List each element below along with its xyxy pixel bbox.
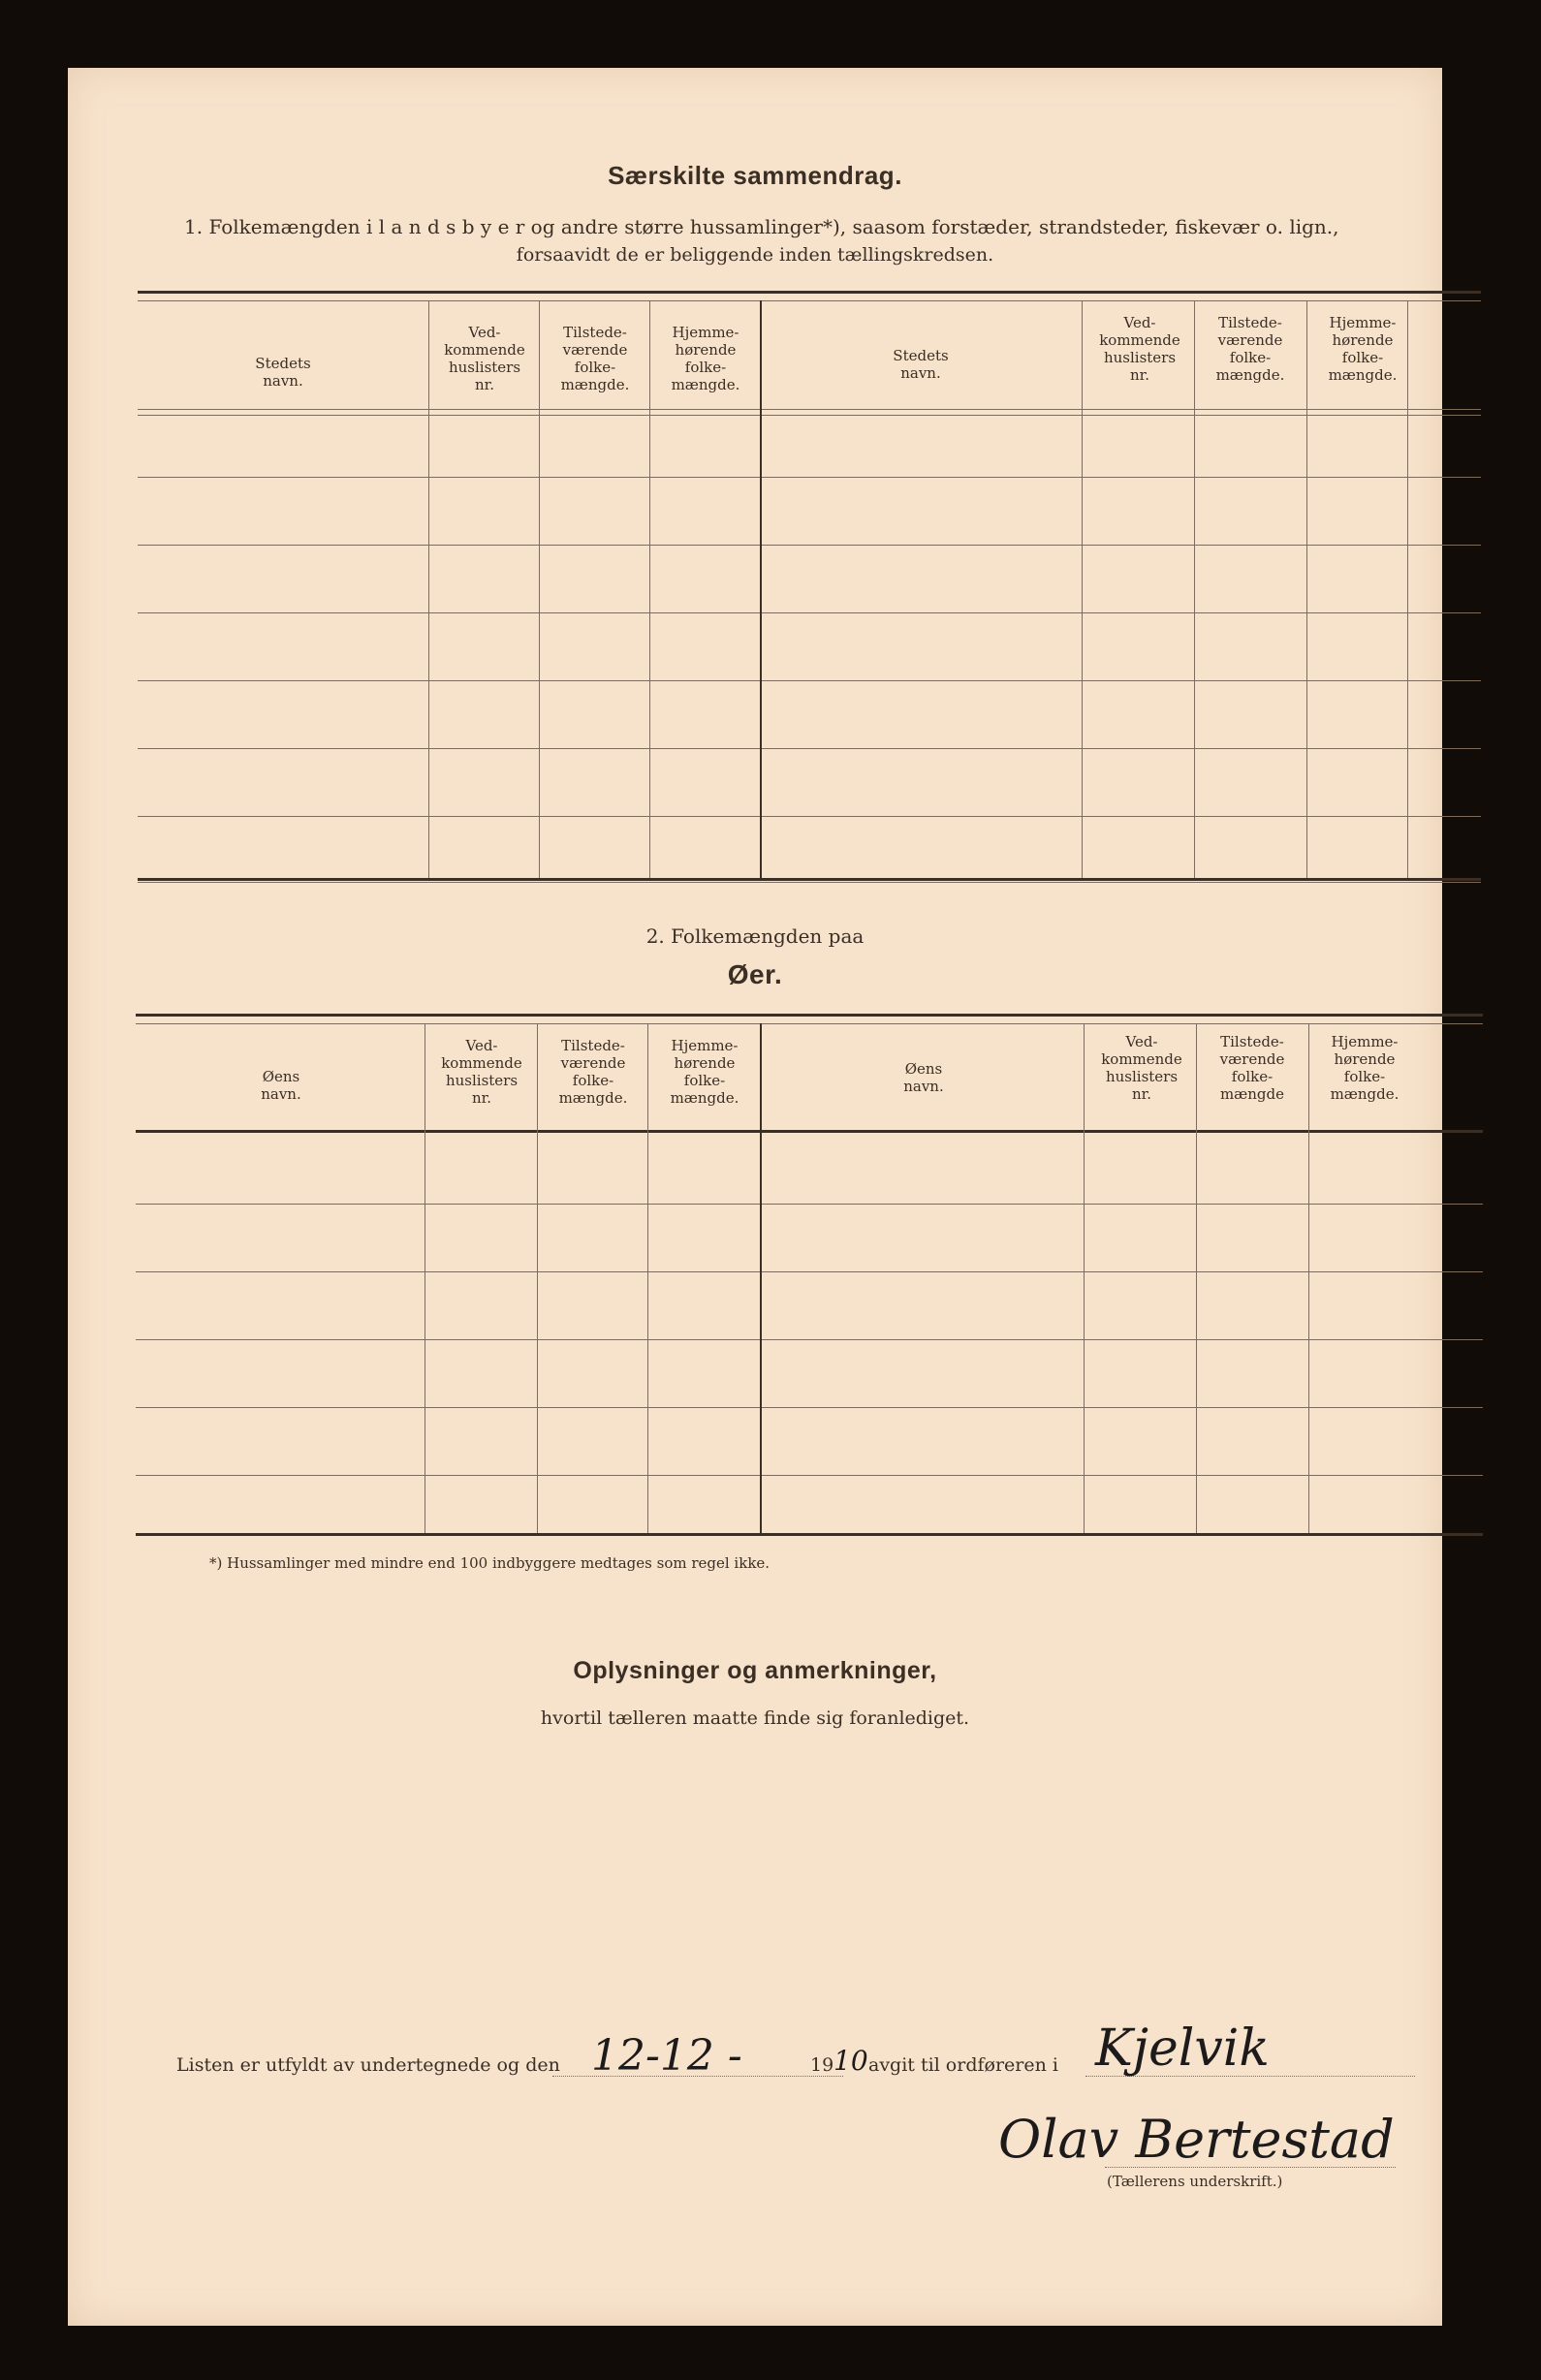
handwritten-year: 10 [833, 2045, 868, 2077]
col-hjemme-left: Hjemme- hørende folke- mængde. [671, 324, 740, 393]
col-tilstede-left: Tilstede- værende folke- mængde. [560, 324, 630, 393]
col-stedets-navn-left: Stedets navn. [255, 355, 311, 390]
col-tilstede-oer-right: Tilstede- værende folke- mængde [1219, 1033, 1285, 1103]
handwritten-signature: Olav Bertestad [998, 2109, 1395, 2170]
handwritten-place: Kjelvik [1095, 2020, 1270, 2078]
signature-line-prefix: Listen er utfyldt av undertegnede og den [176, 2054, 560, 2076]
remarks-subtitle: hvortil tælleren maatte finde sig foranlediget. [540, 1707, 970, 1729]
section1-heading: 1. Folkemængden i l a n d s b y e r og andre større hussamlinger*), saasom forstæder, strandsteder, fiskevær o. lign., [184, 215, 1339, 238]
signature-line-middle: avgit til ordføreren i [868, 2054, 1058, 2076]
col-stedets-navn-right: Stedets navn. [893, 347, 949, 382]
document-page [68, 68, 1442, 2326]
remarks-title: Oplysninger og anmerkninger, [573, 1657, 937, 1684]
section2-heading: 2. Folkemængden paa [645, 924, 865, 948]
col-oens-navn-left: Øens navn. [261, 1068, 301, 1103]
page-title: Særskilte sammendrag. [608, 161, 902, 190]
signature-caption: (Tællerens underskrift.) [1107, 2173, 1283, 2190]
footnote: *) Hussamlinger med mindre end 100 indbyggere medtages som regel ikke. [209, 1554, 770, 1572]
col-hjemme-right: Hjemme- hørende folke- mængde. [1328, 314, 1398, 384]
col-hjemme-oer-right: Hjemme- hørende folke- mængde. [1330, 1033, 1399, 1103]
col-oens-navn-right: Øens navn. [903, 1060, 944, 1095]
col-tilstede-right: Tilstede- værende folke- mængde. [1215, 314, 1285, 384]
col-husliste-left: Ved- kommende huslisters nr. [444, 324, 525, 393]
section1-subheading: forsaavidt de er beliggende inden tællingskredsen. [516, 244, 994, 266]
col-husliste-right: Ved- kommende huslisters nr. [1099, 314, 1180, 384]
year-prefix: 19 [810, 2054, 834, 2076]
handwritten-date: 12-12 - [591, 2031, 742, 2081]
col-husliste-oer-left: Ved- kommende huslisters nr. [441, 1037, 522, 1107]
col-husliste-oer-right: Ved- kommende huslisters nr. [1101, 1033, 1182, 1103]
col-tilstede-oer-left: Tilstede- værende folke- mængde. [558, 1037, 628, 1107]
col-hjemme-oer-left: Hjemme- hørende folke- mængde. [670, 1037, 739, 1107]
section2-title: Øer. [727, 959, 783, 989]
